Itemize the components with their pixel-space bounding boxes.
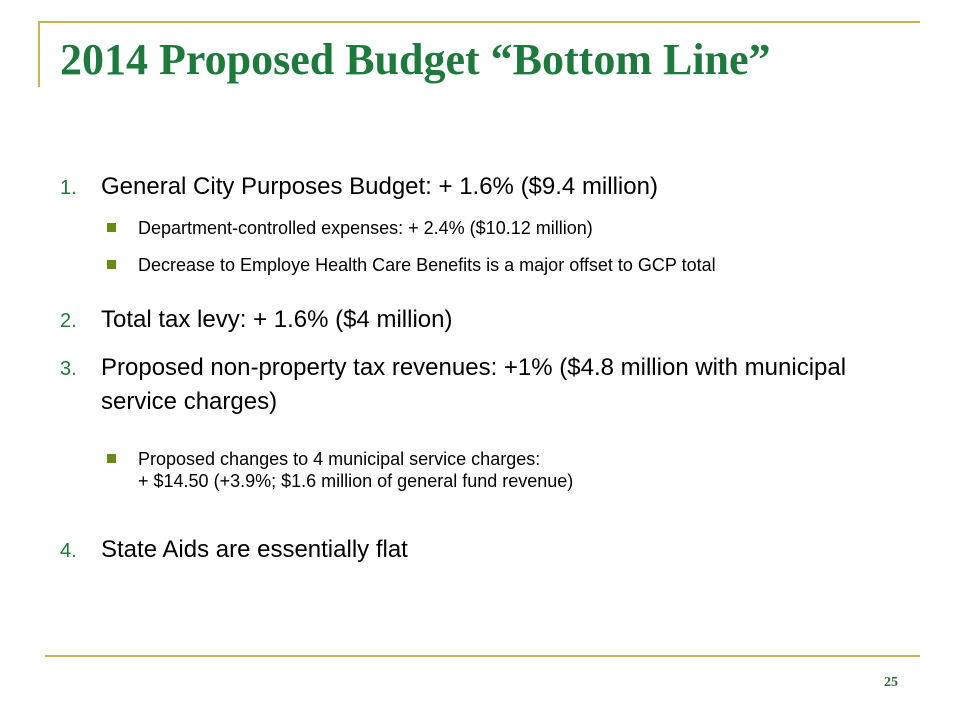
page-number: 25 (884, 675, 898, 690)
sub-item (60, 217, 900, 239)
frame-bottom-rule (45, 655, 920, 657)
item-number: 3. (60, 358, 77, 380)
list-item-1 (60, 170, 900, 204)
sub-item (60, 254, 900, 276)
item-text: General City Purposes Budget: + 1.6% ($9.4 million) (101, 173, 658, 200)
item-text: Total tax levy: + 1.6% ($4 million) (101, 306, 453, 333)
item-number: 4. (60, 540, 77, 562)
sub-item (60, 448, 900, 492)
list-item-3 (60, 351, 900, 419)
item-number: 2. (60, 310, 77, 332)
sub-item-text: Department-controlled expenses: + 2.4% ($10.12 million) (138, 218, 593, 238)
slide-title: 2014 Proposed Budget “Bottom Line” (60, 35, 771, 84)
item-text: State Aids are essentially flat (101, 536, 408, 563)
frame-top-rule (38, 21, 920, 23)
square-bullet-icon (107, 454, 116, 463)
sub-item-line-2: + $14.50 (+3.9%; $1.6 million of general fund revenue) (138, 471, 574, 491)
slide-content (60, 170, 900, 567)
list-item-2 (60, 303, 900, 337)
list-item-4 (60, 533, 900, 567)
square-bullet-icon (107, 223, 116, 232)
item-number: 1. (60, 177, 77, 199)
square-bullet-icon (107, 260, 116, 269)
sub-item-text: Decrease to Employe Health Care Benefits is a major offset to GCP total (138, 255, 716, 275)
frame-left-rule (38, 21, 40, 87)
item-text: Proposed non-property tax revenues: +1% ($4.8 million with municipal service charges) (101, 354, 847, 415)
sub-item-line-1: Proposed changes to 4 municipal service charges: (138, 449, 541, 469)
